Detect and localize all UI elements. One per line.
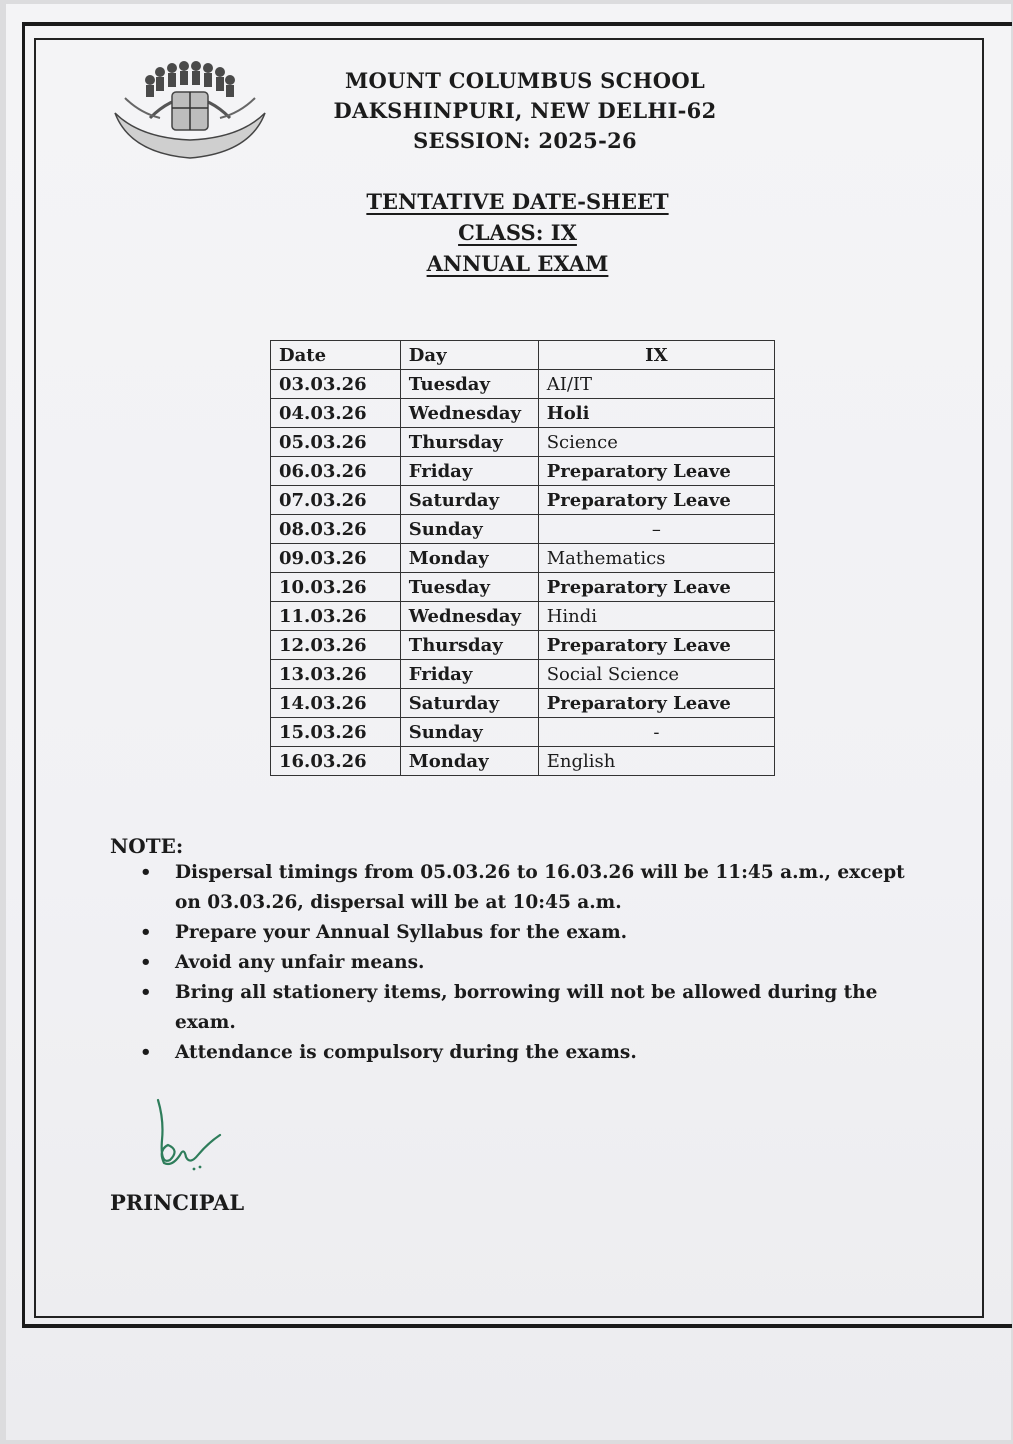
cell-subject: Preparatory Leave — [538, 631, 774, 660]
cell-day: Friday — [400, 660, 538, 689]
cell-subject: Science — [538, 428, 774, 457]
table-row — [271, 660, 775, 689]
cell-day: Wednesday — [400, 399, 538, 428]
cell-day: Sunday — [400, 718, 538, 747]
table-row — [271, 631, 775, 660]
cell-subject: Mathematics — [538, 544, 774, 573]
table-row — [271, 457, 775, 486]
table-row — [271, 399, 775, 428]
cell-subject: English — [538, 747, 774, 776]
document-titles — [330, 186, 705, 279]
cell-date: 14.03.26 — [271, 689, 401, 718]
cell-day: Monday — [400, 544, 538, 573]
cell-subject: Hindi — [538, 602, 774, 631]
cell-day: Thursday — [400, 428, 538, 457]
table-row — [271, 486, 775, 515]
cell-day: Tuesday — [400, 370, 538, 399]
principal-label: PRINCIPAL — [110, 1190, 245, 1215]
table-row — [271, 515, 775, 544]
cell-date: 15.03.26 — [271, 718, 401, 747]
school-logo-icon — [110, 58, 270, 163]
cell-day: Friday — [400, 457, 538, 486]
cell-date: 16.03.26 — [271, 747, 401, 776]
table-row — [271, 689, 775, 718]
header-day: Day — [400, 341, 538, 370]
note-item: • Dispersal timings from 05.03.26 to 16.03.26 will be 11:45 a.m., except on 03.03.26, dispersal will be at 10:45 a.m. — [140, 858, 920, 918]
class-title: CLASS: IX — [458, 220, 577, 245]
school-header — [330, 66, 720, 156]
cell-subject: Preparatory Leave — [538, 457, 774, 486]
cell-day: Saturday — [400, 486, 538, 515]
cell-date: 07.03.26 — [271, 486, 401, 515]
cell-date: 05.03.26 — [271, 428, 401, 457]
cell-date: 12.03.26 — [271, 631, 401, 660]
cell-date: 10.03.26 — [271, 573, 401, 602]
cell-subject: AI/IT — [538, 370, 774, 399]
exam-title: ANNUAL EXAM — [426, 251, 609, 276]
table-row — [271, 718, 775, 747]
header-date: Date — [271, 341, 401, 370]
cell-subject: Holi — [538, 399, 774, 428]
table-header-row — [271, 341, 775, 370]
header-class: IX — [538, 341, 774, 370]
cell-subject: Preparatory Leave — [538, 486, 774, 515]
notes-list — [140, 858, 920, 1068]
cell-date: 06.03.26 — [271, 457, 401, 486]
school-session: SESSION: 2025-26 — [413, 128, 637, 153]
table-row — [271, 602, 775, 631]
datesheet-title: TENTATIVE DATE-SHEET — [366, 189, 669, 214]
cell-day: Sunday — [400, 515, 538, 544]
note-item: • Prepare your Annual Syllabus for the exam. — [140, 918, 920, 948]
note-item: • Bring all stationery items, borrowing will not be allowed during the exam. — [140, 978, 920, 1038]
cell-date: 11.03.26 — [271, 602, 401, 631]
cell-date: 08.03.26 — [271, 515, 401, 544]
note-item: • Attendance is compulsory during the exams. — [140, 1038, 920, 1068]
cell-subject: Preparatory Leave — [538, 689, 774, 718]
table-row — [271, 573, 775, 602]
note-item: • Avoid any unfair means. — [140, 948, 920, 978]
school-address: DAKSHINPURI, NEW DELHI-62 — [333, 98, 717, 123]
cell-date: 13.03.26 — [271, 660, 401, 689]
datesheet-table — [270, 340, 775, 776]
cell-subject: - — [538, 718, 774, 747]
principal-signature-icon — [150, 1095, 230, 1180]
cell-subject: Social Science — [538, 660, 774, 689]
table-row — [271, 747, 775, 776]
cell-date: 04.03.26 — [271, 399, 401, 428]
cell-day: Saturday — [400, 689, 538, 718]
cell-day: Wednesday — [400, 602, 538, 631]
school-name: MOUNT COLUMBUS SCHOOL — [344, 68, 706, 93]
cell-day: Monday — [400, 747, 538, 776]
cell-subject: – — [538, 515, 774, 544]
table-row — [271, 544, 775, 573]
cell-day: Thursday — [400, 631, 538, 660]
cell-date: 03.03.26 — [271, 370, 401, 399]
cell-day: Tuesday — [400, 573, 538, 602]
table-row — [271, 428, 775, 457]
cell-date: 09.03.26 — [271, 544, 401, 573]
note-label: NOTE: — [110, 834, 184, 858]
cell-subject: Preparatory Leave — [538, 573, 774, 602]
table-row — [271, 370, 775, 399]
